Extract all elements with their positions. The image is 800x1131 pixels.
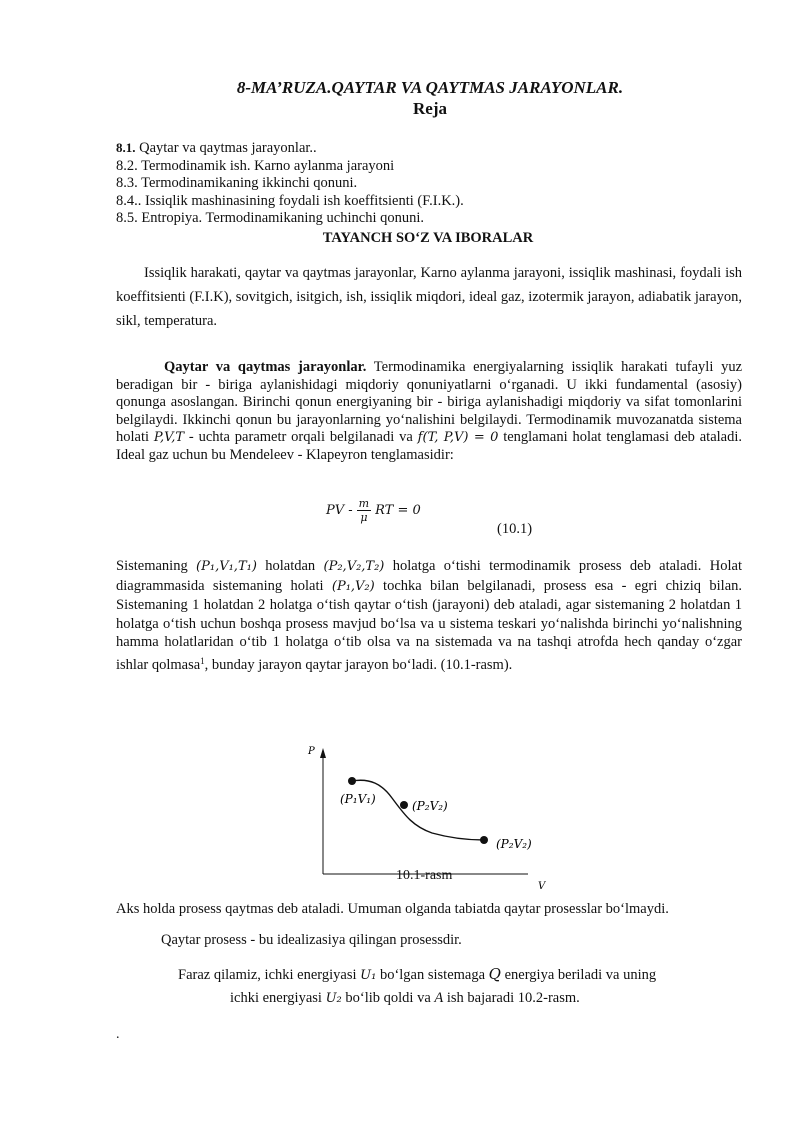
point-1 [348, 777, 356, 785]
process-text-a: Sistemaning [116, 558, 197, 574]
plan-item [116, 210, 464, 228]
energy-text-f: ish bajaradi 10.2-rasm. [443, 990, 580, 1006]
plan-item-text: 8.2. Termodinamik ish. Karno aylanma jarayoni [116, 157, 395, 174]
figure-caption: 10.1-rasm [396, 868, 453, 883]
equation-10-1 [326, 497, 421, 524]
plan-item-text: 8.4.. Issiqlik mashinasining foydali ish koeffitsienti (F.I.K.). [116, 192, 464, 209]
energy-text-e: bo‘lib qoldi va [341, 990, 435, 1006]
point-3-label: (P₂V₂) [496, 837, 532, 851]
energy-text-d: ichki energiyasi [230, 990, 326, 1006]
energy-text-a: Faraz qilamiz, ichki energiyasi [178, 967, 361, 983]
energy-text-c: energiya beriladi va uning [500, 967, 657, 983]
equation-left: PV - [326, 503, 353, 518]
plan-item-number: 8.1. [116, 140, 136, 155]
u1-symbol: U₁ [360, 968, 377, 983]
process-paragraph [116, 557, 742, 674]
plan-item-text: 8.3. Termodinamikaning ikkinchi qonuni. [116, 175, 358, 191]
state-point: (P₁,V₂) [331, 578, 375, 594]
process-text-c: holatga o‘tishi termodinamik prosess deb ataladi. Holat diagrammasida sistemaning holati [116, 558, 742, 594]
x-axis-label: V [538, 881, 546, 890]
plan-item [116, 175, 464, 193]
keywords-paragraph: Issiqlik harakati, qaytar va qaytmas jarayonlar, Karno aylanma jarayoni, issiqlik mashinasi, foydali ish koeffitsienti (F.I.K), sovitgich, isitgich, ish, issiqlik miqdori, ideal gaz, izotermik jarayon, adiabatik jarayon, sikl, temperatura. [116, 265, 742, 329]
work-symbol: A [434, 990, 444, 1006]
energy-paragraph-line-1 [178, 965, 656, 984]
plan-item [116, 139, 464, 158]
u2-symbol: U₂ [325, 991, 342, 1006]
equation-right: RT = 0 [375, 503, 421, 518]
state-function: f(T, P,V) = 0 [417, 430, 499, 445]
energy-paragraph-line-2 [230, 990, 580, 1007]
q-symbol: Q [488, 965, 501, 983]
irreversible-paragraph: Aks holda prosess qaytmas deb ataladi. Umuman olganda tabiatda qaytar prosesslar bo‘lmaydi. [116, 901, 669, 917]
plan-item-text: 8.5. Entropiya. Termodinamikaning uchinchi qonuni. [116, 210, 424, 226]
intro-text-3: tenglamani holat tenglamasi deb ataladi. Ideal gaz uchun bu Mendeleev - Klapeyron tenglamasidir: [116, 429, 742, 463]
fraction-denominator: μ [360, 511, 368, 524]
y-axis-label: P [308, 746, 315, 757]
pvt-symbols: P,V,T [153, 430, 185, 445]
plan-item [116, 158, 464, 176]
intro-text-1: Termodinamika energiyalarning issiqlik harakati tufayli yuz beradigan bir - biriga aylanishidagi miqdoriy qonuniyatlarni o‘rganadi. U ikki fundamental (asosiy) qonunga asoslangan. Birinchi qonun energiyaning bir - biriga aylanishadigi miqdoriy va sifat tomonlarini belgilaydi. Ikkinchi qonun bu jarayonlarning yo‘nalishini belgilaydi. Termodinamik muvozanatda sistema holati [116, 359, 742, 445]
page-title: 8-MA’RUZA.QAYTAR VA QAYTMAS JARAYONLAR. [236, 78, 624, 97]
keywords-heading: TAYANCH SO‘Z VA IBORALAR [322, 230, 534, 246]
plan-item [116, 193, 464, 211]
point-1-label: (P₁V₁) [340, 792, 376, 806]
point-3 [480, 836, 488, 844]
point-2-label: (P₂V₂) [412, 799, 448, 813]
point-2 [400, 801, 408, 809]
y-axis-arrow [320, 748, 326, 758]
plan-list [116, 139, 464, 228]
trailing-dot: . [116, 1027, 120, 1042]
equation-fraction [357, 497, 371, 524]
idealization-paragraph: Qaytar prosess - bu idealizasiya qilingan prosessdir. [161, 932, 462, 948]
state-2: (P₂,V₂,T₂) [323, 559, 385, 574]
fraction-numerator: m [358, 497, 370, 510]
state-1: (P₁,V₁,T₁) [196, 559, 257, 574]
page-subtitle: Reja [413, 99, 447, 118]
section-lead: Qaytar va qaytmas jarayonlar. [164, 359, 367, 375]
process-text-d: tochka bilan belgilanadi, prosess esa - egri chiziq bilan. Sistemaning 1 holatdan 2 holatga o‘tish qaytar o‘tish (jarayoni) deb ataladi, agar sistemaning 2 holatdan 1 holatga o‘tish uchun boshqa prosess mavjud bo‘lsa va u sistema teskari yo‘nalishda birinchi yo‘nalishning hamma holatlaridan o‘tib 1 holatga o‘tib olsa va na sistemada va na tashqi atrofda hech qanday o‘zgar ishlar qolmasa [116, 577, 742, 673]
equation-number: (10.1) [497, 521, 533, 537]
intro-paragraph [116, 359, 742, 464]
plan-item-text: Qaytar va qaytmas jarayonlar.. [135, 140, 317, 156]
energy-text-b: bo‘lgan sistemaga [376, 967, 489, 983]
footnote-marker: 1 [200, 655, 205, 666]
intro-text-2: - uchta parametr orqali belgilanadi va [184, 429, 418, 445]
process-text-b: holatdan [256, 558, 324, 574]
process-text-e: , bunday jarayon qaytar jarayon bo‘ladi. (10.1-rasm). [204, 656, 513, 673]
